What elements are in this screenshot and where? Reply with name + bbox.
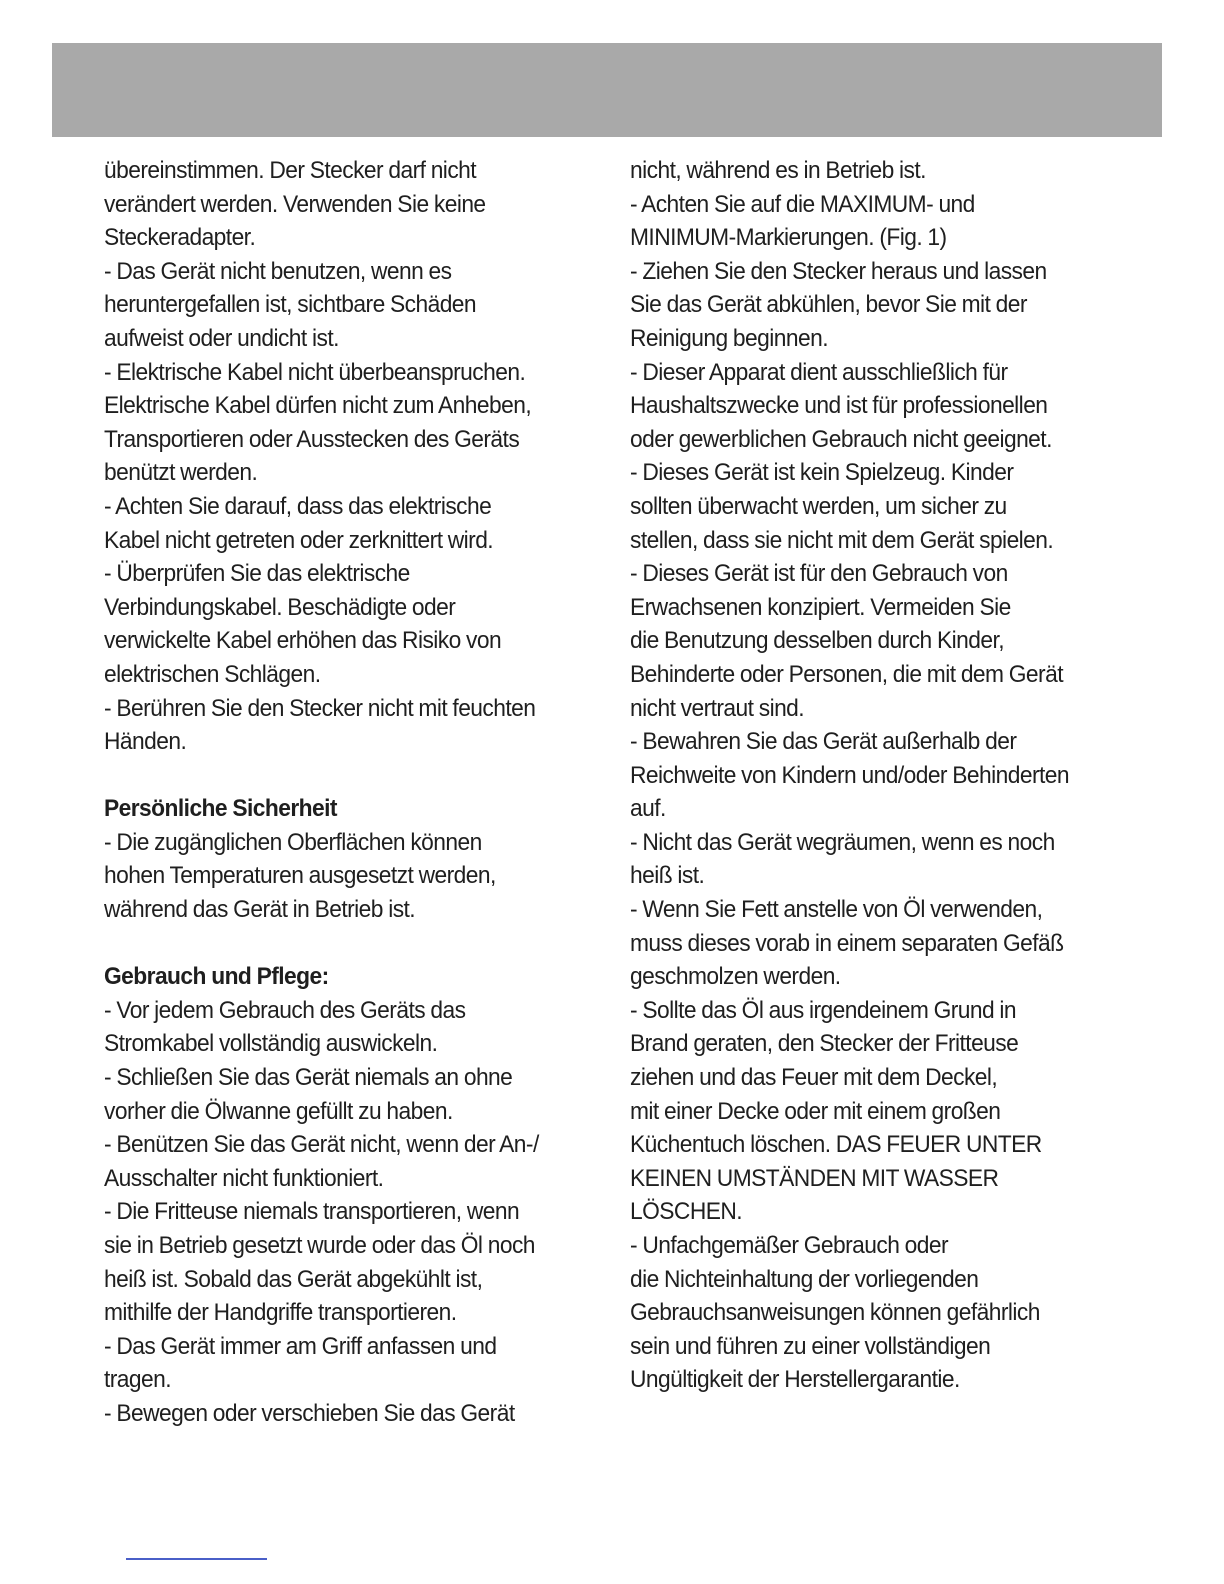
text-line: KEINEN UMSTÄNDEN MIT WASSER [630, 1164, 999, 1192]
text-line: - Die Fritteuse niemals transportieren, wenn [104, 1198, 520, 1226]
text-line: Stromkabel vollständig auswickeln. [104, 1030, 438, 1058]
text-line: - Dieser Apparat dient ausschließlich für [630, 358, 1008, 386]
text-line: - Das Gerät nicht benutzen, wenn es [104, 257, 452, 285]
text-line: Brand geraten, den Stecker der Fritteuse [630, 1030, 1019, 1058]
text-line: ziehen und das Feuer mit dem Deckel, [630, 1064, 998, 1092]
text-line: - Vor jedem Gebrauch des Geräts das [104, 996, 466, 1024]
text-line: Haushaltszwecke und ist für professionellen [630, 392, 1048, 420]
text-line: nicht vertraut sind. [630, 694, 805, 722]
text-line: Behinderte oder Personen, die mit dem Gerät [630, 660, 1063, 688]
text-line: die Benutzung desselben durch Kinder, [630, 627, 1004, 655]
safety-paragraph [104, 154, 580, 759]
text-line: Kabel nicht getreten oder zerknittert wird. [104, 526, 494, 554]
text-line: - Dieses Gerät ist für den Gebrauch von [630, 560, 1008, 588]
section-heading: Persönliche Sicherheit [104, 795, 337, 823]
text-line: - Berühren Sie den Stecker nicht mit feuchten [104, 694, 536, 722]
text-line: Steckeradapter. [104, 224, 256, 252]
text-line: hohen Temperaturen ausgesetzt werden, [104, 862, 496, 890]
text-line: auf. [630, 795, 666, 823]
text-line: mithilfe der Handgriffe transportieren. [104, 1299, 457, 1327]
text-line: verwickelte Kabel erhöhen das Risiko von [104, 627, 502, 655]
spacer [104, 759, 580, 793]
text-line: oder gewerblichen Gebrauch nicht geeignet. [630, 425, 1052, 453]
text-line: Ungültigkeit der Herstellergarantie. [630, 1366, 960, 1394]
text-line: verändert werden. Verwenden Sie keine [104, 190, 486, 218]
text-line: während das Gerät in Betrieb ist. [104, 896, 416, 924]
text-line: Küchentuch löschen. DAS FEUER UNTER [630, 1131, 1042, 1159]
text-line: Ausschalter nicht funktioniert. [104, 1164, 384, 1192]
text-line: - Unfachgemäßer Gebrauch oder [630, 1232, 949, 1259]
text-line: Sie das Gerät abkühlen, bevor Sie mit der [630, 291, 1027, 319]
text-line: nicht, während es in Betrieb ist. [630, 157, 926, 184]
text-line: - Wenn Sie Fett anstelle von Öl verwenden, [630, 896, 1043, 924]
text-line: - Schließen Sie das Gerät niemals an ohne [104, 1064, 513, 1092]
text-line: - Sollte das Öl aus irgendeinem Grund in [630, 996, 1017, 1024]
footer-rule [126, 1558, 267, 1560]
text-line: stellen, dass sie nicht mit dem Gerät spielen. [630, 526, 1054, 554]
text-line: sollten überwacht werden, um sicher zu [630, 492, 1007, 520]
text-line: aufweist oder undicht ist. [104, 324, 339, 352]
text-line: - Überprüfen Sie das elektrische [104, 560, 410, 588]
text-line: - Dieses Gerät ist kein Spielzeug. Kinder [630, 459, 1014, 487]
text-line: LÖSCHEN. [630, 1198, 743, 1226]
text-line: tragen. [104, 1366, 172, 1394]
text-line: Händen. [104, 728, 187, 756]
text-line: Verbindungskabel. Beschädigte oder [104, 593, 456, 621]
text-line: Erwachsenen konzipiert. Vermeiden Sie [630, 593, 1011, 621]
left-column [104, 154, 580, 1431]
text-line: sie in Betrieb gesetzt wurde oder das Öl noch [104, 1232, 535, 1259]
text-line: - Ziehen Sie den Stecker heraus und lassen [630, 257, 1047, 285]
text-line: vorher die Ölwanne gefüllt zu haben. [104, 1097, 453, 1125]
text-line: Reinigung beginnen. [630, 324, 828, 352]
text-line: übereinstimmen. Der Stecker darf nicht [104, 157, 477, 184]
text-line: heiß ist. [630, 862, 705, 890]
text-line: benützt werden. [104, 459, 258, 487]
text-line: heruntergefallen ist, sichtbare Schäden [104, 291, 477, 319]
right-column [630, 154, 1112, 1397]
text-line: - Bewahren Sie das Gerät außerhalb der [630, 728, 1017, 756]
spacer [104, 927, 580, 961]
text-line: - Benützen Sie das Gerät nicht, wenn der An-/ [104, 1131, 539, 1159]
text-line: - Elektrische Kabel nicht überbeanspruchen. [104, 358, 526, 386]
text-line: - Das Gerät immer am Griff anfassen und [104, 1332, 497, 1360]
text-line: sein und führen zu einer vollständigen [630, 1332, 991, 1360]
text-line: mit einer Decke oder mit einem großen [630, 1097, 1001, 1125]
text-line: heiß ist. Sobald das Gerät abgekühlt ist, [104, 1265, 483, 1293]
text-line: - Achten Sie darauf, dass das elektrische [104, 492, 492, 520]
text-line: Gebrauchsanweisungen können gefährlich [630, 1299, 1040, 1327]
header-bar [52, 43, 1162, 137]
section-heading: Gebrauch und Pflege: [104, 963, 329, 991]
text-line: - Bewegen oder verschieben Sie das Gerät [104, 1399, 515, 1427]
text-line: elektrischen Schlägen. [104, 660, 321, 688]
text-line: Reichweite von Kindern und/oder Behinderten [630, 761, 1070, 789]
text-line: - Die zugänglichen Oberflächen können [104, 828, 482, 856]
text-line: geschmolzen werden. [630, 963, 841, 991]
text-line: - Nicht das Gerät wegräumen, wenn es noch [630, 828, 1055, 856]
section-personal-safety [104, 792, 580, 926]
text-line: Elektrische Kabel dürfen nicht zum Anheben, [104, 392, 532, 420]
text-line: - Achten Sie auf die MAXIMUM- und [630, 190, 975, 218]
text-line: muss dieses vorab in einem separaten Gefäß [630, 929, 1064, 957]
section-use-and-care [104, 960, 580, 1430]
text-line: Transportieren oder Ausstecken des Geräts [104, 425, 520, 453]
text-line: MINIMUM-Markierungen. (Fig. 1) [630, 224, 947, 252]
text-line: die Nichteinhaltung der vorliegenden [630, 1265, 979, 1293]
